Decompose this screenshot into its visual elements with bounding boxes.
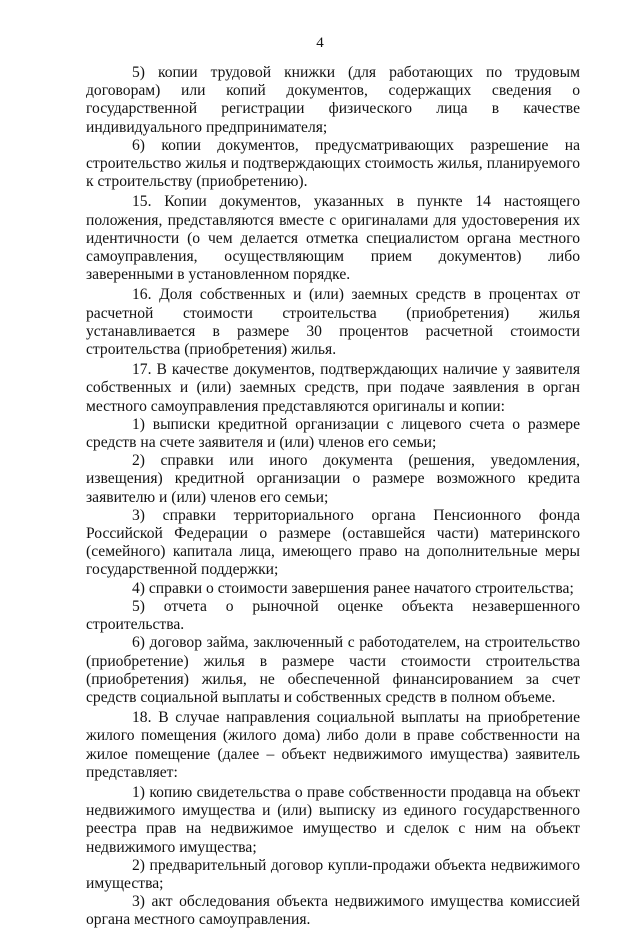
page-number: 4	[316, 35, 324, 51]
paragraph-item-5: 5) копии трудовой книжки (для работающих по трудовым договорам) или копий документов, содержащих сведения о государственной регистрации физического лица в качестве индивидуального предпринимателя;	[86, 64, 580, 136]
paragraph-18-item-3: 3) акт обследования объекта недвижимого имущества комиссией органа местного самоуправления.	[86, 893, 580, 929]
paragraph-item-6: 6) копии документов, предусматривающих разрешение на строительство жилья и подтверждающих стоимость жилья, планируемого к строительству (приобретению).	[86, 136, 580, 191]
paragraph-16: 16. Доля собственных и (или) заемных средств в процентах от расчетной стоимости строительства (приобретения) жилья устанавливается в размере 30 процентов расчетной стоимости строительства (приобретения) жилья.	[86, 286, 580, 359]
paragraph-17-item-2: 2) справки или иного документа (решения, уведомления, извещения) кредитной организации о размере возможного кредита заявителю и (или) членов его семьи;	[86, 452, 580, 506]
paragraph-18: 18. В случае направления социальной выплаты на приобретение жилого помещения (жилого дома) либо доли в праве собственности на жилое помещение (далее – объект недвижимого имущества) заявитель представляет:	[86, 709, 580, 781]
paragraph-17-item-5: 5) отчета о рыночной оценке объекта незавершенного строительства.	[86, 597, 580, 634]
paragraph-18-item-1: 1) копию свидетельства о праве собственности продавца на объект недвижимого имущества и (или) выписку из единого государственного реестра прав на недвижимое имущество и сделок с ним на объект недвижимого имущества;	[86, 783, 580, 856]
paragraph-17-item-3: 3) справки территориального органа Пенсионного фонда Российской Федерации о размере (оставшейся части) материнского (семейного) капитала лица, имеющего право на дополнительные меры государственной поддержки;	[86, 506, 580, 579]
paragraph-17-item-1: 1) выписки кредитной организации с лицевого счета о размере средств на счете заявителя и (или) членов его семьи;	[86, 415, 580, 452]
paragraph-17: 17. В качестве документов, подтверждающих наличие у заявителя собственных и (или) заемных средств, при подаче заявления в орган местного самоуправления представляются оригиналы и копии:	[86, 361, 580, 415]
paragraph-17-item-4: 4) справки о стоимости завершения ранее начатого строительства;	[132, 579, 574, 597]
document-body	[86, 64, 580, 930]
paragraph-18-item-2: 2) предварительный договор купли-продажи объекта недвижимого имущества;	[86, 856, 580, 892]
paragraph-17-item-6: 6) договор займа, заключенный с работодателем, на строительство (приобретение) жилья в размере части стоимости строительства (приобретения) жилья, не обеспеченной финансированием за счет средств социальной выплаты и собственных средств в полном объеме.	[86, 634, 580, 706]
paragraph-15: 15. Копии документов, указанных в пункте 14 настоящего положения, представляются вместе с оригиналами для удостоверения их идентичности (о чем делается отметка специалистом органа местного самоуправления, осуществляющим прием документов) либо заверенными в установленном порядке.	[86, 193, 580, 284]
